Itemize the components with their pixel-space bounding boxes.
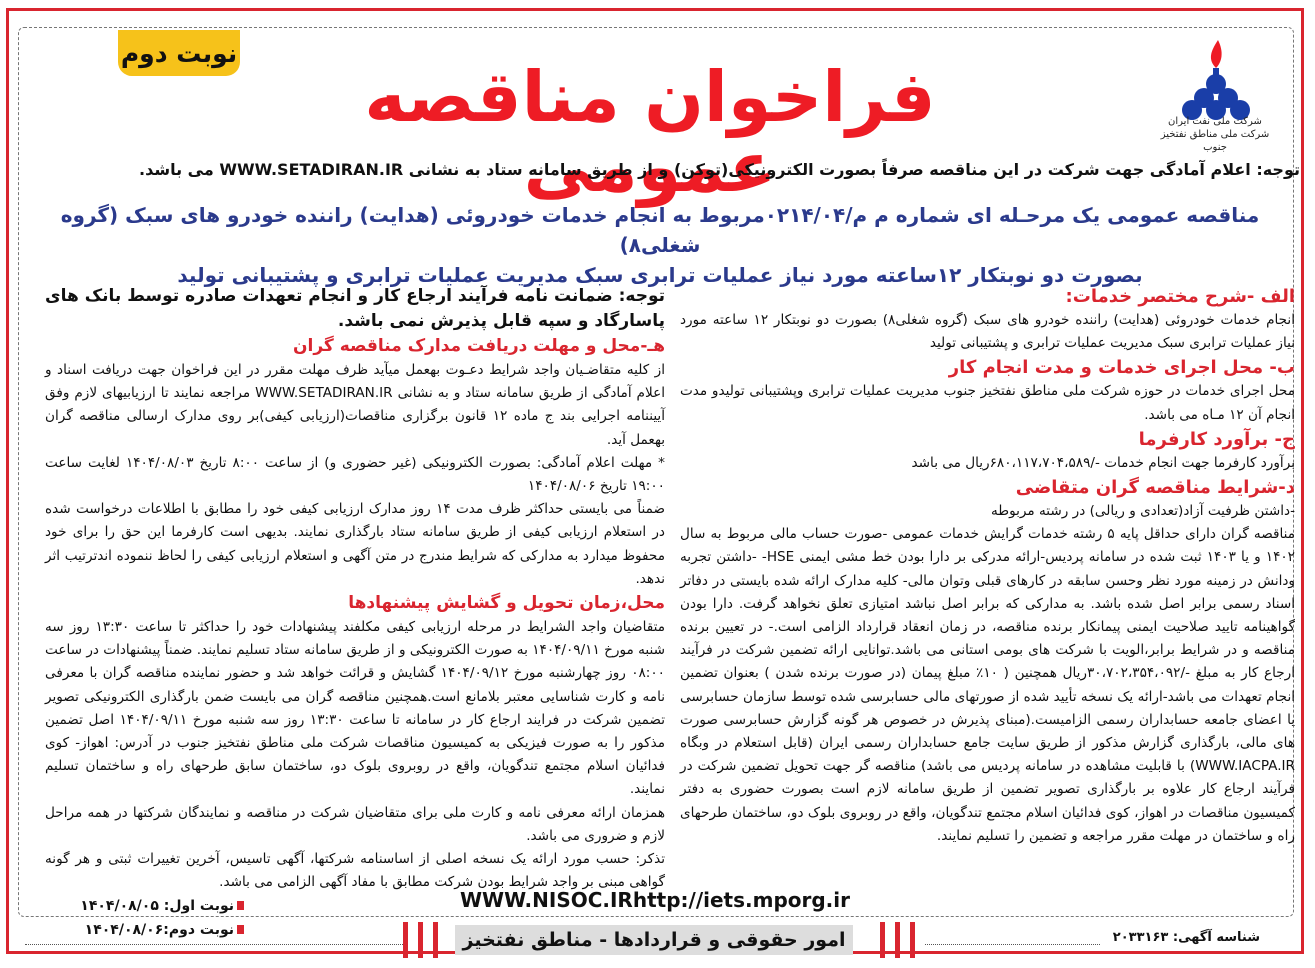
- section-d-title: د-شرایط مناقصه گران متقاضی: [1015, 477, 1295, 499]
- tender-heading: [40, 200, 1280, 290]
- section-f-text3: تذکر: حسب مورد ارائه یک نسخه اصلی از اساسنامه شرکتها، آگهی تاسیس، آخرین تغییرات ثبتی و هر گونه گواهی مبنی بر واجد شرایط بودن شرکت مطابق با مفاد آگهی الزامی می باشد.: [45, 851, 665, 891]
- section-f-title: محل،زمان تحویل و گشایش پیشنهادها: [348, 593, 665, 614]
- second-publication-date: نوبت دوم:۱۴۰۴/۰۸/۰۶: [84, 922, 234, 938]
- section-b-title: ب- محل اجرای خدمات و مدت انجام کار: [948, 357, 1295, 379]
- section-f-text2: همزمان ارائه معرفی نامه و کارت ملی برای متقاضیان شرکت در مناقصه و نمایندگان شرکتها در همه مراحل لازم و ضروری می باشد.: [45, 804, 665, 844]
- bullet-square-icon: [237, 925, 244, 934]
- section-f-text1: متقاضیان واجد الشرایط در مرحله ارزیابی کیفی مکلفند پیشنهادات خود را حداکثر تا ساعت ۱۳:۳۰ روز سه شنبه مورخ ۱۴۰۴/۰۹/۱۱ به صورت الکترونیکی و از طریق سامانه ستاد تسلیم نمایند. ضمناً پیشنهادات در ساعت ۰۸:۰۰ روز چهارشنبه مورخ ۱۴۰۴/۰۹/۱۲ گشایش و قرائت خواهد شد و حضور نماینده مناقصه گران با معرفی نامه و کارت شناسایی معتبر بلامانع است.همچنین مناقصه گران می بایست ضمن بارگذاری الکترونیکی تصویر تضمین شرکت در فرایند ارجاع کار در سامانه تا ساعت ۱۳:۳۰ روز سه شنبه مورخ ۱۴۰۴/۰۹/۱۱ اصل تضمین مذکور را به صورت فیزیکی به کمیسیون مناقصات شرکت ملی مناطق نفتخیز جنوب در آدرس: اهواز- کوی فدائیان اسلام مجتمع تندگویان، واقع در روبروی بلوک دو، ساختمان سابق طرحهای راه و ساختمان تسلیم نمایند.: [45, 619, 666, 798]
- department-label: امور حقوقی و قراردادها - مناطق نفتخیز: [455, 925, 853, 955]
- section-e-text3: ضمناً می بایستی حداکثر ظرف مدت ۱۴ روز مدارک ارزیابی کیفی خود را مطابق با اطلاعات درخواست شده در استعلام ارزیابی کیفی از طریق سامانه ستاد بارگذاری نمایند. بدیهی است کارفرما این حق را برای خود محفوظ میدارد به مدارکی که شرایط مندرج در متن آگهی و استعلام ارزیابی کیفی را لحاظ ننموده اندترتیب اثر ندهد.: [45, 501, 666, 587]
- footer-urls: WWW.NISOC.IRhttp://iets.mporg.ir: [459, 888, 850, 912]
- section-d-text1: -داشتن ظرفیت آزاد(تعدادی و ریالی) در رشته مربوطه: [990, 503, 1295, 520]
- footer-divider-left: [25, 944, 403, 945]
- second-publication-row: [44, 918, 244, 942]
- electronic-notice: توجه: اعلام آمادگی جهت شرکت در این مناقصه صرفاً بصورت الکترونیکی(توکن) و از طریق سامانه ستاد به نشانی WWW.SETADIRAN.IR می باشد.: [139, 160, 1300, 179]
- bullet-square-icon: [237, 901, 244, 910]
- publication-dates: [44, 894, 244, 942]
- right-column: [680, 284, 1295, 848]
- section-e-title: هـ-محل و مهلت دریافت مدارک مناقصه گران: [293, 336, 665, 356]
- section-c-title: ج- برآورد کارفرما: [1138, 428, 1295, 450]
- first-publication-date: نوبت اول: ۱۴۰۴/۰۸/۰۵: [80, 898, 234, 914]
- tender-heading-line1: مناقصه عمومی یک مرحـله ای شماره م م/۰۲۱۴/۰۴مربوط به انجام خدمات خودروئی (هدایت) راننده خودرو های سبک (گروه شغلی۸): [60, 203, 1260, 257]
- decorative-bar: [895, 922, 900, 958]
- logo-caption: [1160, 115, 1270, 154]
- decorative-bar: [880, 922, 885, 958]
- footer-divider-right: [925, 944, 1100, 945]
- left-column: [45, 284, 665, 894]
- first-publication-row: [44, 894, 244, 918]
- guarantee-warning: توجه: ضمانت نامه فرآیند ارجاع کار و انجام تعهدات صادره توسط بانک های پاسارگاد و سپه قابل پذیرش نمی باشد.: [45, 286, 665, 331]
- section-e-text1: از کلیه متقاضـیان واجد شرایط دعـوت بهعمل میآید ظرف مهلت مقرر در این فراخوان جهت دریافت اسناد و اعلام آمادگی از طریق سامانه ستاد و به نشانی WWW.SETADIRAN.IR مراجعه نمایند تا ارزیابیهای لازم وفق آییننامه اجرایی بند ج ماده ۱۲ قانون برگزاری مناقصات(ارزیابی کیفی)بر روی مدارک ارسالی مناقصه گران بهعمل آید.: [45, 362, 665, 448]
- logo-caption-line1: شرکت ملی نفت ایران: [1168, 116, 1262, 127]
- second-publication-badge: نوبت دوم: [118, 30, 240, 76]
- decorative-bar: [403, 922, 408, 958]
- section-e-text2: * مهلت اعلام آمادگی: بصورت الکترونیکی (غیر حضوری و) از ساعت ۸:۰۰ تاریخ ۱۴۰۴/۰۸/۰۳ لغایت ساعت ۱۹:۰۰ تاریخ ۱۴۰۴/۰۸/۰۶: [45, 454, 665, 495]
- logo-caption-line2: شرکت ملی مناطق نفتخیز جنوب: [1160, 129, 1270, 153]
- section-a-text: انجام خدمات خودروئی (هدایت) راننده خودرو های سبک (گروه شغلی۸) بصورت دو نوبتکار ۱۲ ساعته مورد نیاز عملیات ترابری سبک مدیریت عملیات ترابری و پشتیبانی تولید: [680, 312, 1295, 352]
- section-a-title: الف -شرح مختصر خدمات:: [1065, 286, 1295, 307]
- section-b-text: محل اجرای خدمات در حوزه شرکت ملی مناطق نفتخیز جنوب مدیریت عملیات ترابری وپشتیبانی تولیدو مدت انجام آن ۱۲ مـاه می باشد.: [680, 383, 1295, 423]
- section-c-text: برآورد کارفرما جهت انجام خدمات -/۶۸۰،۱۱۷،۷۰۴،۵۸۹ریال می باشد: [911, 454, 1295, 471]
- ad-id: شناسه آگهی: ۲۰۳۳۱۶۳: [1112, 930, 1260, 945]
- decorative-bar: [433, 922, 438, 958]
- tender-heading-line2: بصورت دو نوبتکار ۱۲ساعته مورد نیاز عملیات ترابری سبک مدیریت عملیات ترابری و پشتیبانی تولید: [177, 263, 1143, 287]
- page-title: فراخوان مناقصه عمومی: [364, 56, 936, 208]
- section-d-text2: مناقصه گران دارای حداقل پایه ۵ رشته خدمات گرایش خدمات عمومی -صورت حساب مالی مربوط به سال ۱۴۰۲ و یا ۱۴۰۳ ثبت شده در سامانه پردیس-ارائه مدرکی بر دارا بودن خط مشی ایمنی HSE- -داشتن تجربه ودانش در زمینه مورد نظر وحسن سابقه در کارهای قبلی وتوان مالی- کلیه مدارک ارائه شده بایستی در دفاتر اسناد رسمی برابر اصل شده باشد. به مدارکی که برابر اصل نباشد امتیازی تعلق نخواهد گرفت. دارا بودن گواهینامه تایید صلاحیت ایمنی پیمانکار برنده مناقصه، در زمان انعقاد قرارداد الزامی است.- در تعیین برنده مناقصه و در شرایط برابر،الویت با شرکت های بومی استانی می باشد.توانایی ارائه تضمین شرکت در فرآیند ارجاع کار به مبلغ -/۳۰،۷۰۲،۳۵۴،۰۹۲ریال همچنین ( ۱۰٪ مبلغ پیمان (در صورت برنده شدن ) بعنوان تضمین انجام تعهدات می باشد-ارائه یک نسخه تأیید شده از صورتهای مالی حسابرسی شده توسط سازمان حسابرسی یا اعضای جامعه حسابداران رسمی الزامیست.(مبنای پذیرش در خصوص هر گونه گزارش حسابرسی صورت های مالی، بارگذاری گزارش مذکور از طریق سایت جامع حسابداران رسمی ایران (قابل استعلام در وبگاه WWW.IACPA.IR) با قابلیت مشاهده در سامانه پردیس می باشد) مناقصه گر جهت تحویل تضمین شرکت در فرآیند ارجاع کار علاوه بر بارگذاری تصویر تضمین از طریق سامانه لازم است بصورت حضوری به دفتر کمیسیون مناقصات در اهواز، کوی فدائیان اسلام مجتمع تندگویان، واقع در روبروی بلوک دو، ساختمان طرحهای راه و ساختمان در مهلت مقرر مراجعه و تضمین را تسلیم نمایند.: [680, 526, 1296, 844]
- decorative-bar: [910, 922, 915, 958]
- decorative-bar: [418, 922, 423, 958]
